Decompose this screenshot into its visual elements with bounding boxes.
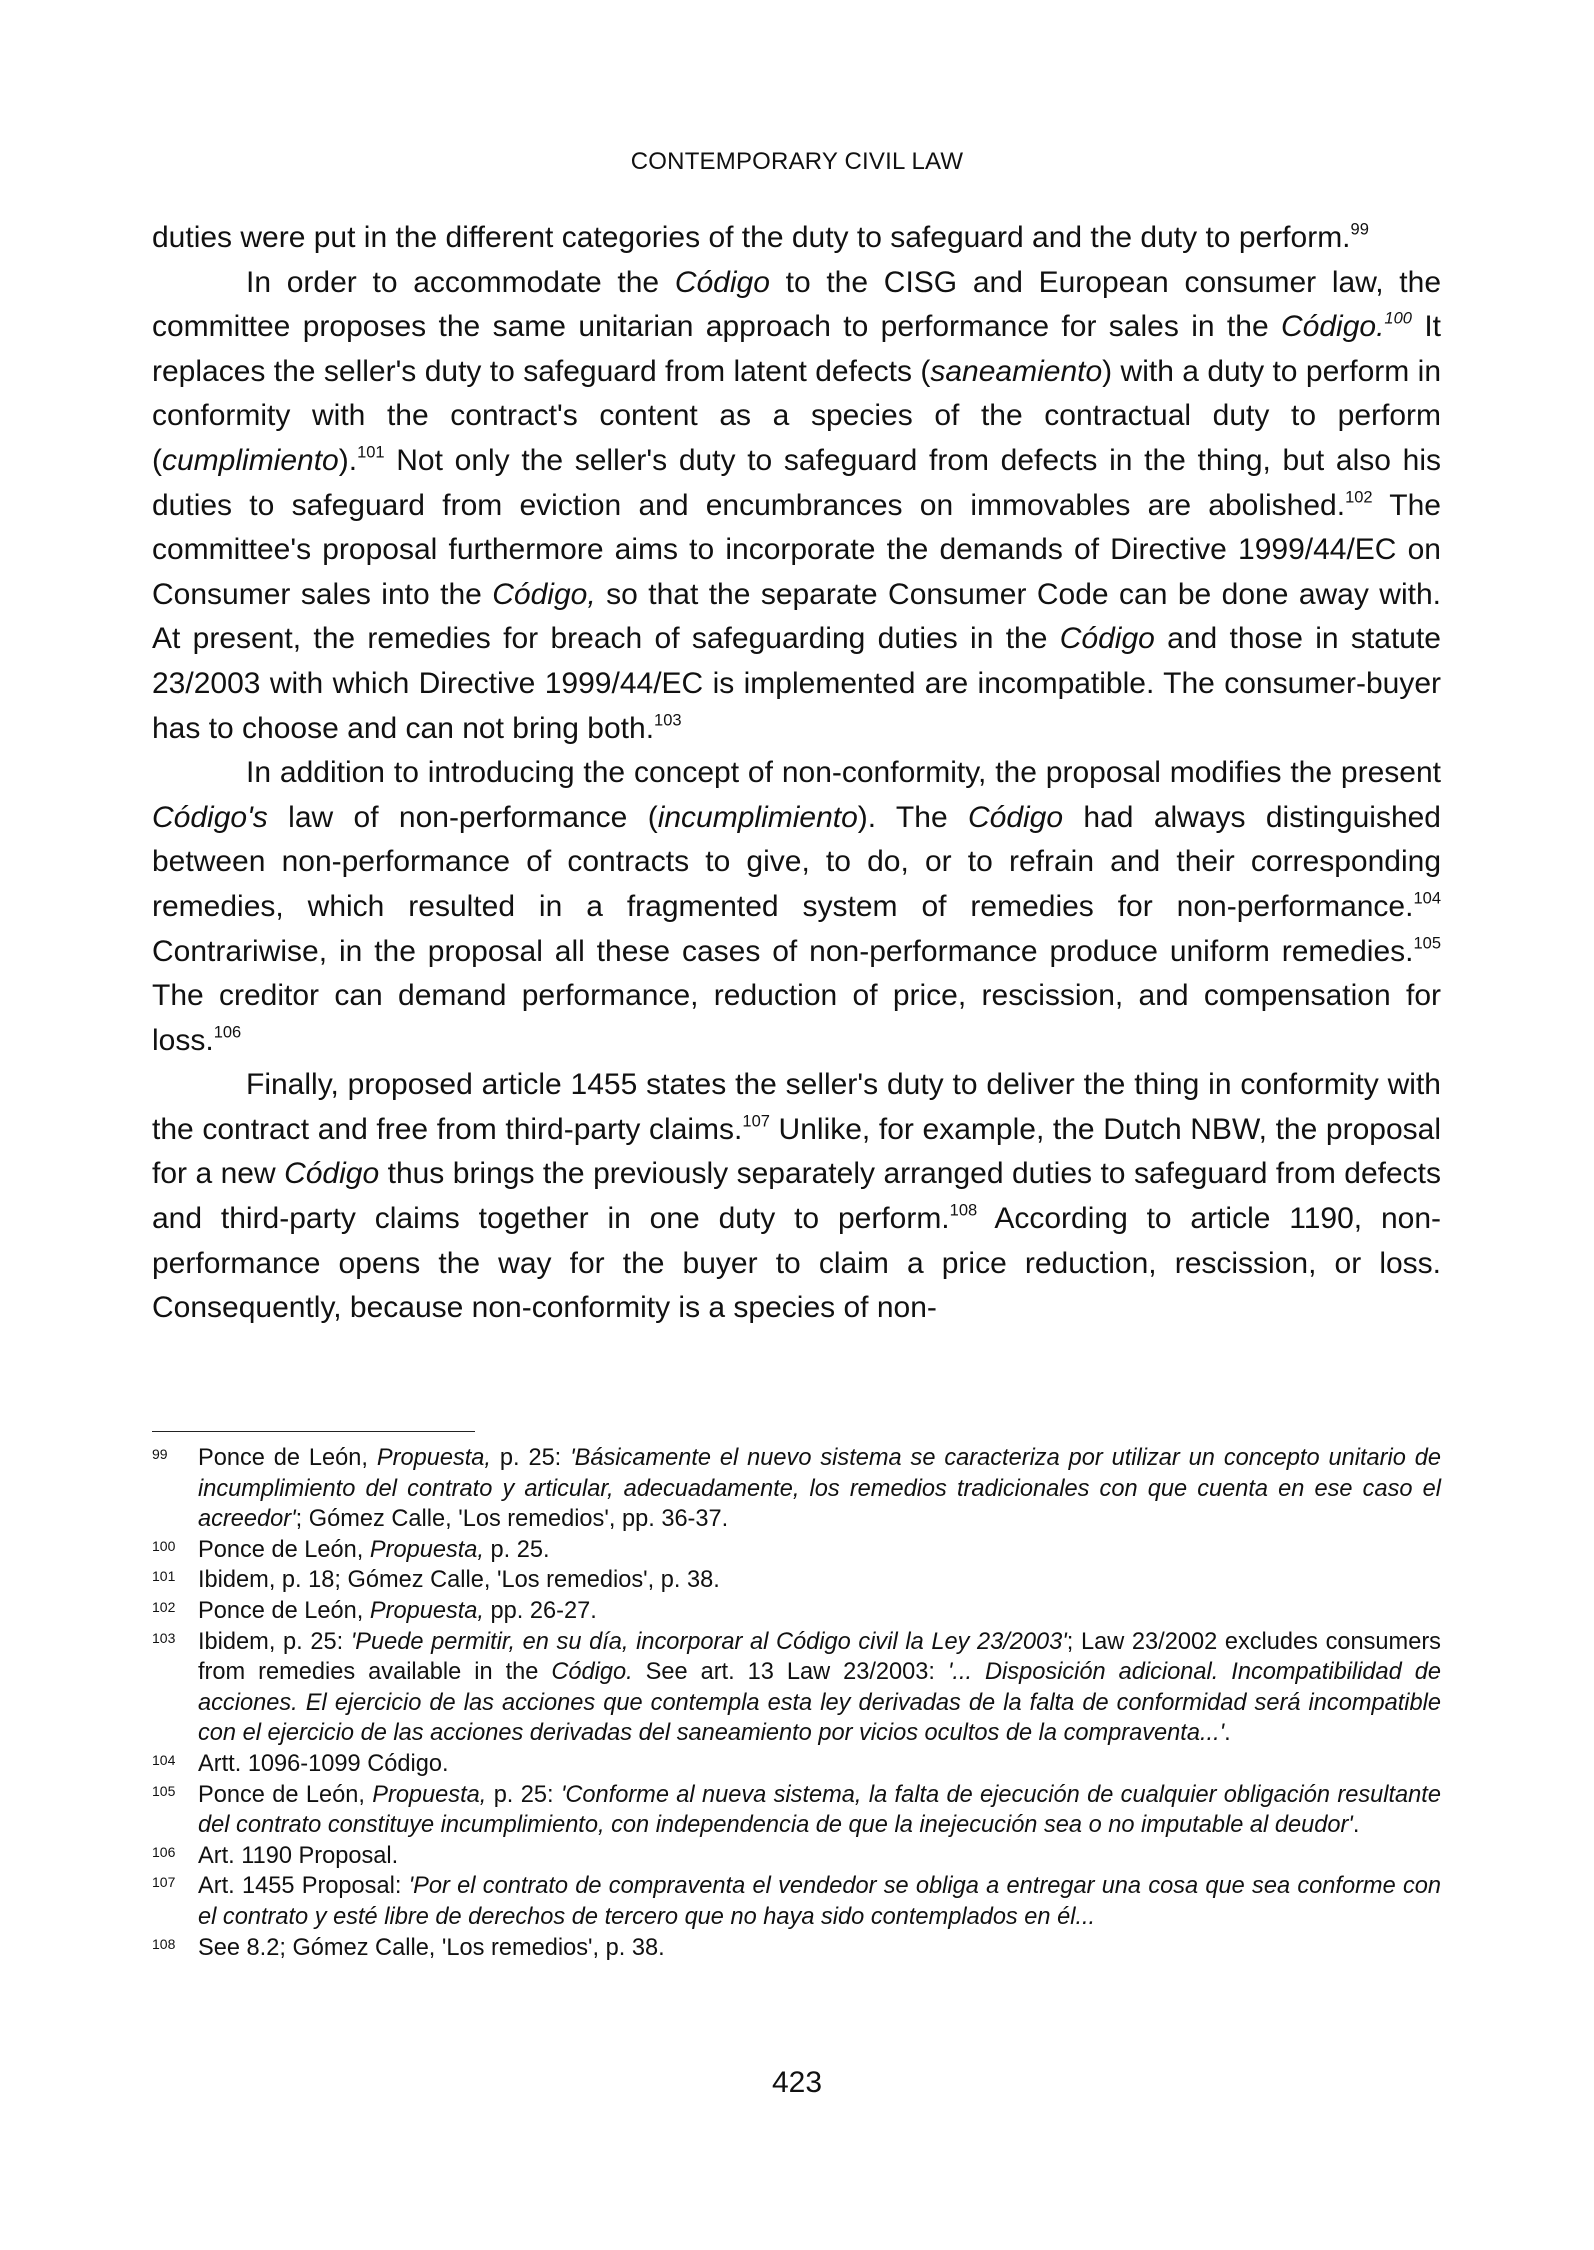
text-run: Not only the seller's duty to safeguard from defects in the thing, but also his duties to safeguard from eviction and encumbrances on immovables are abolished.: [152, 443, 1441, 522]
italic-text: 'Básicamente el nuevo sistema se caracteriza por utilizar un concepto unitario de incumplimiento del contrato y articular, adecuadamente, los remedios tradicionales con que cuenta en ese caso el acreedor': [198, 1445, 1441, 1533]
text-run: The committee's proposal furthermore aims to incorporate the demands of Directive 1999/44/EC on Consumer sales into the: [152, 488, 1441, 611]
footnote-number: 106: [152, 1843, 176, 1860]
footnote-number: 107: [152, 1874, 176, 1891]
italic-text: Código: [284, 1157, 380, 1191]
text-run: In order to accommodate the: [246, 265, 675, 299]
italic-text: cumplimiento: [162, 443, 339, 477]
text-run: See art. 13 Law 23/2003:: [632, 1659, 948, 1686]
footnote-reference: 108: [949, 1201, 978, 1220]
text-run: Ponce de León,: [198, 1445, 377, 1471]
text-run: ) with a duty to perform in conformity with the contract's content as a species of the contractual duty to perform (: [152, 354, 1441, 477]
footnotes: [152, 1443, 1441, 1963]
paragraph: [152, 216, 1441, 261]
text-run: It replaces the seller's duty to safeguard from latent defects (: [152, 310, 1441, 388]
footnote: [152, 1535, 1441, 1566]
footnote-reference: 101: [357, 443, 385, 462]
footnote-reference: 103: [654, 711, 682, 730]
text-run: Finally, proposed article 1455 states the seller's duty to deliver the thing in conformity with the contract and free from third-party claims.: [152, 1068, 1441, 1146]
text-run: .: [1352, 1812, 1360, 1839]
footnote-number: 99: [152, 1446, 168, 1462]
footnote: [152, 1596, 1441, 1627]
footnote-reference: 107: [742, 1112, 770, 1131]
text-run: to the CISG and European consumer law, the committee proposes the same unitarian approach to performance for sales in the: [152, 265, 1442, 344]
text-run: The creditor can demand performance, reduction of price, rescission, and compensation for loss.: [152, 979, 1441, 1057]
footnote: [152, 1627, 1441, 1749]
text-run: ). The: [857, 800, 968, 834]
italic-text: saneamiento: [930, 354, 1103, 388]
footnote-number: 104: [152, 1751, 176, 1768]
italic-text: 'Por el contrato de compraventa el vendedor se obliga a entregar una cosa que sea conforme con el contrato y esté libre de derechos de tercero que no haya sido contemplados en él...: [198, 1873, 1442, 1930]
italic-text: Código.: [551, 1659, 633, 1686]
text-run: .: [1224, 1720, 1231, 1747]
italic-text: 'Puede permitir, en su día, incorporar al Código civil la Ley 23/2003': [350, 1628, 1067, 1655]
italic-text: Código's: [152, 800, 268, 834]
text-run: Contrariwise, in the proposal all these cases of non-performance produce uniform remedies.: [152, 934, 1414, 968]
text-run: Art. 1190 Proposal.: [198, 1842, 399, 1869]
text-run: Ibidem, p. 18; Gómez Calle, 'Los remedios', p. 38.: [198, 1567, 720, 1594]
body-text: [152, 216, 1441, 1331]
footnote-number: 108: [152, 1935, 176, 1952]
running-header: CONTEMPORARY CIVIL LAW: [630, 148, 964, 175]
text-run: Ponce de León,: [198, 1597, 370, 1624]
italic-text: Código,: [492, 577, 596, 611]
italic-text: Propuesta,: [376, 1445, 491, 1471]
text-run: so that the separate Consumer Code can be done away with. At present, the remedies for breach of safeguarding duties in the: [152, 577, 1441, 656]
text-run: p. 25:: [486, 1781, 561, 1808]
text-run: Artt. 1096-1099 Código.: [198, 1750, 449, 1777]
text-run: ).: [338, 443, 358, 477]
footnote: [152, 1749, 1441, 1780]
paragraph: [152, 261, 1441, 752]
footnote-reference: 102: [1345, 488, 1373, 507]
italic-text: Código: [967, 800, 1064, 834]
footnote-separator: [152, 1431, 475, 1432]
footnote: [152, 1933, 1441, 1964]
page-number: 423: [771, 2066, 823, 2099]
text-run: In addition to introducing the concept of non-conformity, the proposal modifies the present: [246, 756, 1441, 790]
footnote: [152, 1443, 1441, 1535]
text-run: See 8.2; Gómez Calle, 'Los remedios', p. 38.: [198, 1934, 665, 1961]
text-run: had always distinguished between non-performance of contracts to give, to do, or to refrain and their corresponding remedies, which resulted in a fragmented system of remedies for non-performance.: [152, 800, 1441, 923]
text-run: p. 25.: [483, 1536, 550, 1563]
italic-text: '... Disposición adicional. Incompatibilidad de acciones. El ejercicio de las acciones que contempla esta ley derivadas de la falta de conformidad será incompatible con el ejercicio de las acciones derivadas del saneamiento por vicios ocultos de la compraventa...': [198, 1659, 1441, 1747]
text-run: Ponce de León,: [198, 1536, 370, 1563]
italic-text: Código.: [1281, 310, 1385, 344]
footnote: [152, 1871, 1441, 1932]
footnote-number: 103: [152, 1629, 176, 1646]
italic-text: Propuesta,: [369, 1597, 484, 1624]
italic-text: Propuesta,: [372, 1781, 487, 1808]
text-run: According to article 1190, non-performance opens the way for the buyer to claim a price reduction, rescission, or loss. Consequently, because non-conformity is a species of non-: [152, 1202, 1441, 1325]
footnote-reference: 105: [1413, 934, 1441, 953]
text-run: Ibidem, p. 25:: [198, 1628, 351, 1655]
italic-text: Código: [1059, 622, 1155, 656]
footnote-number: 105: [152, 1782, 176, 1799]
italic-text: incumplimiento: [657, 800, 858, 834]
text-run: Ponce de León,: [198, 1781, 373, 1808]
footnote-reference: 100: [1384, 309, 1412, 328]
text-run: Unlike, for example, the Dutch NBW, the proposal for a new: [152, 1112, 1441, 1191]
text-run: ; Gómez Calle, 'Los remedios', pp. 36-37.: [295, 1506, 729, 1533]
footnote-reference: 106: [213, 1023, 242, 1042]
text-run: duties were put in the different categories of the duty to safeguard and the duty to perform.: [152, 221, 1351, 254]
footnote: [152, 1780, 1441, 1841]
text-run: thus brings the previously separately arranged duties to safeguard from defects and third-party claims together in one duty to perform.: [152, 1157, 1441, 1236]
paragraph: [152, 751, 1441, 1063]
footnote: [152, 1841, 1441, 1872]
text-run: pp. 26-27.: [483, 1597, 597, 1624]
footnote-number: 100: [152, 1537, 176, 1554]
text-run: and those in statute 23/2003 with which Directive 1999/44/EC is implemented are incompatible. The consumer-buyer has to choose and can not bring both.: [152, 622, 1441, 745]
italic-text: Propuesta,: [369, 1536, 484, 1563]
paragraph: [152, 1063, 1441, 1331]
footnote: [152, 1565, 1441, 1596]
footnote-number: 101: [152, 1568, 176, 1585]
text-run: Art. 1455 Proposal:: [198, 1873, 409, 1900]
footnote-reference: 99: [1350, 220, 1369, 239]
italic-text: 'Conforme al nueva sistema, la falta de ejecución de cualquier obligación resultante del contrato constituye incumplimiento, con independencia de que la inejecución sea o no imputable al deudor': [198, 1781, 1441, 1839]
italic-text: Código: [674, 265, 770, 299]
text-run: law of non-performance (: [267, 800, 658, 834]
text-run: p. 25:: [490, 1445, 571, 1471]
footnote-number: 102: [152, 1598, 176, 1615]
footnote-reference: 104: [1413, 889, 1441, 908]
text-run: ; Law 23/2002 excludes consumers from remedies available in the: [198, 1628, 1441, 1686]
